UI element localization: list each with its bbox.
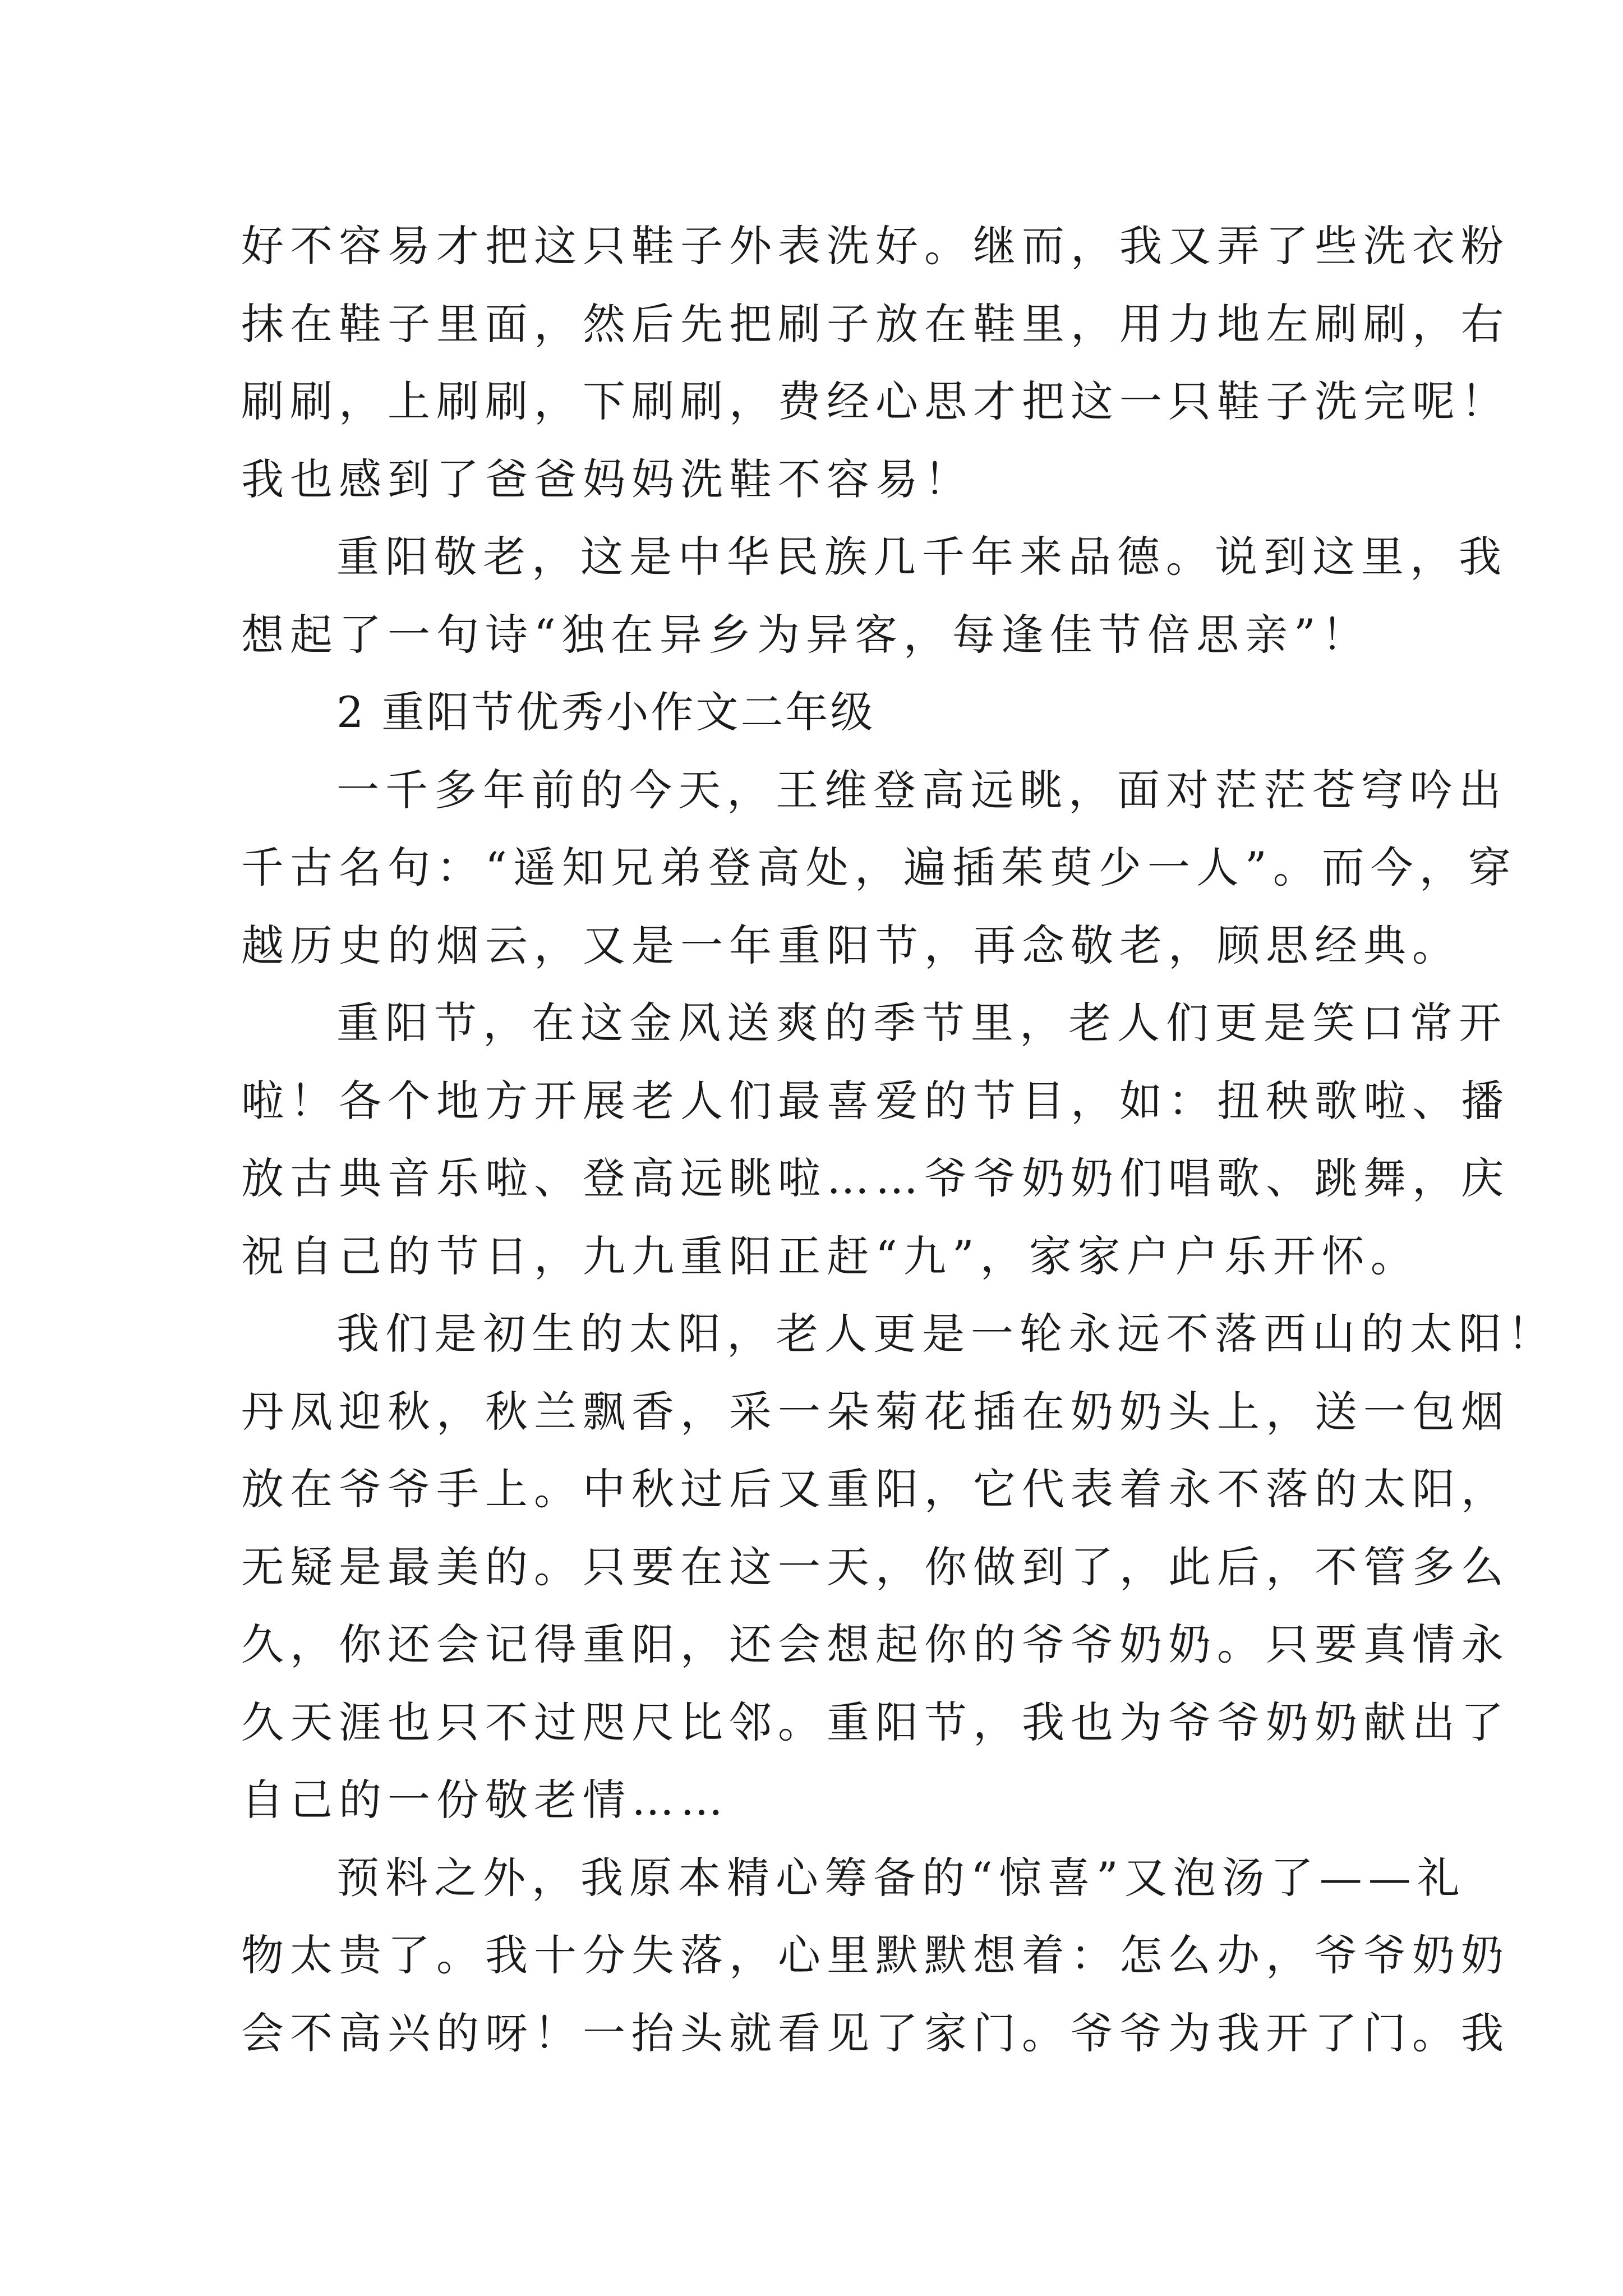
text-line: 千古名句：“遥知兄弟登高处，遍插茱萸少一人”。而今，穿 xyxy=(241,843,1517,892)
text-line: 久，你还会记得重阳，还会想起你的爷爷奶奶。只要真情永 xyxy=(241,1619,1510,1669)
text-line: 祝自己的节日，九九重阳正赶“九”，家家户户乐开怀。 xyxy=(241,1231,1419,1281)
text-line: 久天涯也只不过咫尺比邻。重阳节，我也为爷爷奶奶献出了 xyxy=(241,1697,1510,1747)
text-line: 重阳敬老，这是中华民族几千年来品德。说到这里，我 xyxy=(336,532,1507,582)
text-line: 越历史的烟云，又是一年重阳节，再念敬老，顾思经典。 xyxy=(241,920,1461,970)
text-line: 想起了一句诗“独在异乡为异客，每逢佳节倍思亲”！ xyxy=(241,609,1371,660)
text-line: 会不高兴的呀！一抬头就看见了家门。爷爷为我开了门。我 xyxy=(241,2008,1510,2058)
text-line: 重阳节，在这金风送爽的季节里，老人们更是笑口常开 xyxy=(336,998,1507,1048)
text-line: 我们是初生的太阳，老人更是一轮永远不落西山的太阳！ xyxy=(336,1309,1556,1359)
text-line: 预料之外，我原本精心筹备的“惊喜”又泡汤了——礼 xyxy=(336,1852,1466,1903)
text-line: 刷刷，上刷刷，下刷刷，费经心思才把这一只鞋子洗完呢！ xyxy=(241,376,1510,426)
text-line: 无疑是最美的。只要在这一天，你做到了，此后，不管多么 xyxy=(241,1542,1510,1592)
text-line: 物太贵了。我十分失落，心里默默想着：怎么办，爷爷奶奶 xyxy=(241,1930,1510,1980)
text-line: 啦！各个地方开展老人们最喜爱的节目，如：扭秧歌啦、播 xyxy=(241,1075,1510,1126)
document-body xyxy=(241,208,1556,2072)
text-line: 放在爷爷手上。中秋过后又重阳，它代表着永不落的太阳， xyxy=(241,1464,1510,1514)
text-line: 抹在鞋子里面，然后先把刷子放在鞋里，用力地左刷刷，右 xyxy=(241,298,1510,349)
section-heading: 2 重阳节优秀小作文二年级 xyxy=(336,687,875,737)
text-line: 放古典音乐啦、登高远眺啦……爷爷奶奶们唱歌、跳舞，庆 xyxy=(241,1153,1510,1203)
text-line: 我也感到了爸爸妈妈洗鞋不容易！ xyxy=(241,454,973,504)
text-line: 好不容易才把这只鞋子外表洗好。继而，我又弄了些洗衣粉 xyxy=(241,221,1510,271)
text-line: 一千多年前的今天，王维登高远眺，面对茫茫苍穹吟出 xyxy=(336,765,1507,815)
text-line: 丹凤迎秋，秋兰飘香，采一朵菊花插在奶奶头上，送一包烟 xyxy=(241,1386,1510,1437)
text-line: 自己的一份敬老情…… xyxy=(241,1775,729,1825)
